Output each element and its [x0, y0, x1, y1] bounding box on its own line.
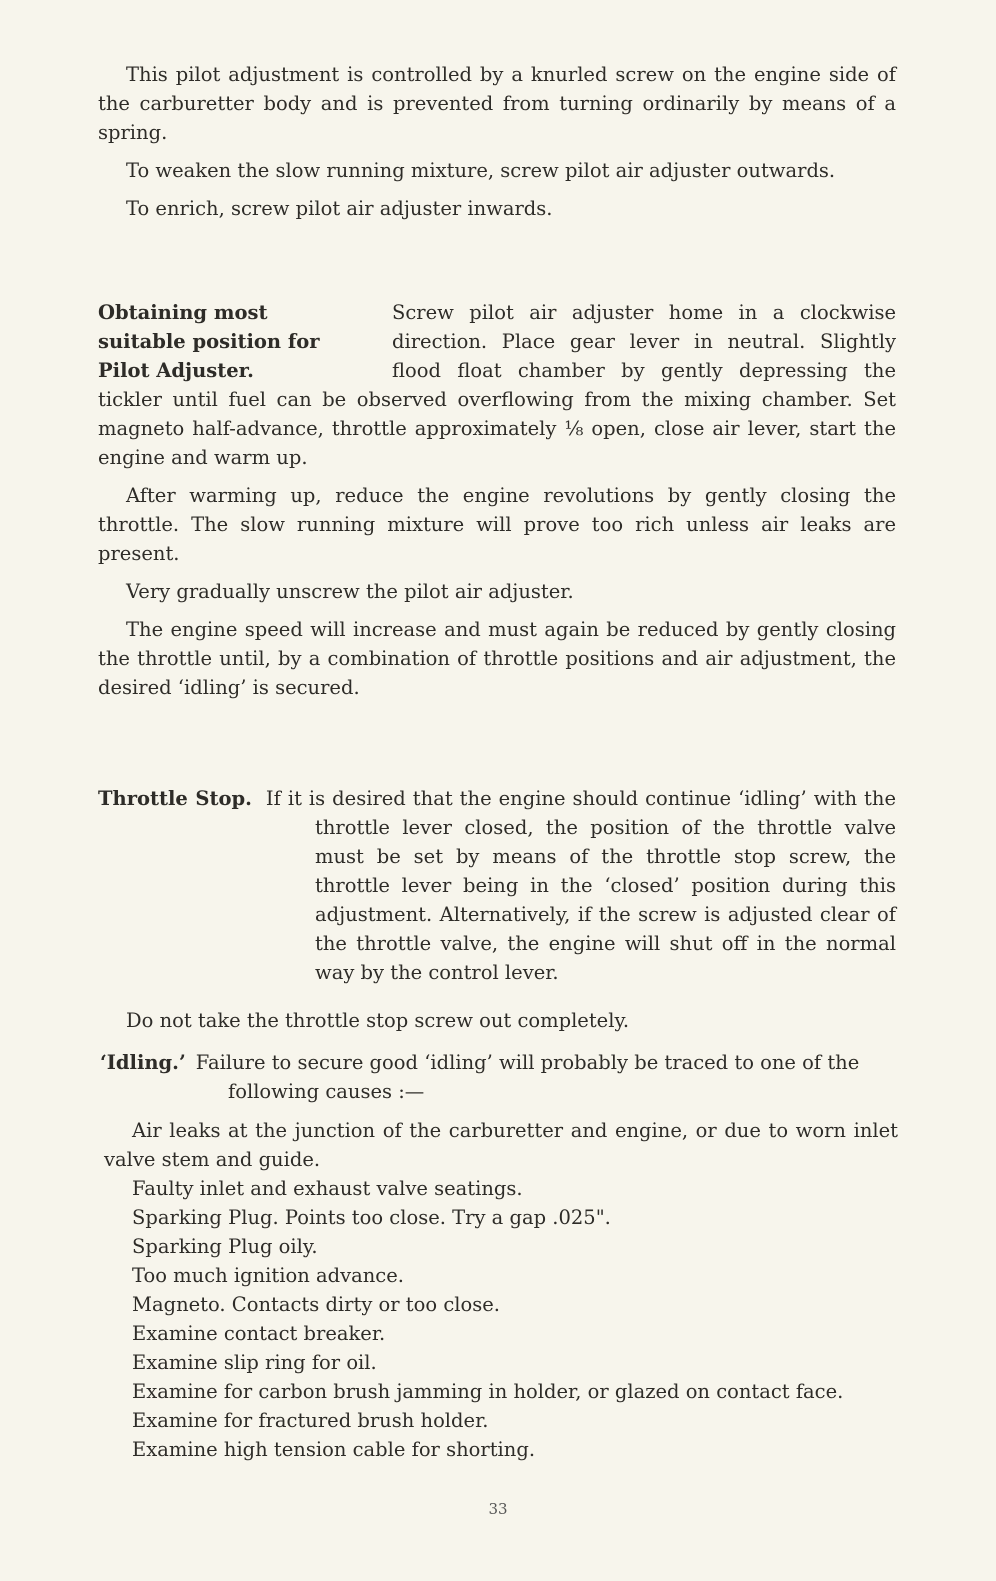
intro-paragraph: To enrich, screw pilot air adjuster inwards.	[126, 197, 553, 220]
list-item: Air leaks at the junction of the carburetter and engine, or due to worn inlet valve stem and guide.	[104, 1119, 898, 1171]
intro-paragraph: To weaken the slow running mixture, screw pilot air adjuster outwards.	[126, 159, 836, 182]
section-text: If it is desired that the engine should continue ‘idling’ with the throttle lever closed, the position of the throttle valve must be set by means of the throttle stop screw, the throttle lever being in the ‘closed’ position during this adjustment. Alternatively, if the screw is adjusted clear of the throttle valve, the engine will shut off in the normal way by the control lever.	[265, 787, 896, 984]
intro-paragraph: This pilot adjustment is controlled by a knurled screw on the engine side of the carburetter body and is prevented from turning ordinarily by means of a spring.	[98, 63, 896, 144]
list-item: Examine for carbon brush jamming in holder, or glazed on contact face.	[132, 1380, 844, 1403]
intro-section	[98, 60, 896, 232]
obtaining-section	[98, 298, 896, 711]
page-number: 33	[488, 1500, 508, 1518]
note-paragraph: Do not take the throttle stop screw out completely.	[126, 1009, 630, 1032]
list-item: Faulty inlet and exhaust valve seatings.	[132, 1177, 523, 1200]
list-item: Examine slip ring for oil.	[132, 1351, 377, 1374]
list-item: Too much ignition advance.	[132, 1264, 404, 1287]
section-heading: Obtaining most suitable position for Pilot Adjuster.	[98, 301, 320, 382]
section-heading: ‘Idling.’	[100, 1051, 186, 1074]
section-heading: Throttle Stop.	[98, 787, 252, 810]
body-paragraph: Very gradually unscrew the pilot air adjuster.	[126, 580, 574, 603]
body-paragraph: Screw pilot air adjuster home in a clockwise direction. Place gear lever in neutral. Slightly flood float chamber by gently depressing the tickler until fuel can be observed overflowing from the mixing chamber. Set magneto half-advance, throttle approximately ⅛ open, close air lever, start the engine and warm up.	[98, 301, 896, 469]
list-item: Examine contact breaker.	[132, 1322, 386, 1345]
body-paragraph: The engine speed will increase and must again be reduced by gently closing the throttle until, by a combination of throttle positions and air adjustment, the desired ‘idling’ is secured.	[98, 618, 896, 699]
list-item: Sparking Plug. Points too close. Try a gap .025".	[132, 1206, 611, 1229]
idling-section	[100, 1048, 898, 1106]
body-paragraph	[100, 1048, 898, 1106]
causes-list	[104, 1116, 898, 1464]
list-item: Examine for fractured brush holder.	[132, 1409, 489, 1432]
list-item: Examine high tension cable for shorting.	[132, 1438, 536, 1461]
list-item: Sparking Plug oily.	[132, 1235, 318, 1258]
throttle-stop-section	[98, 784, 896, 987]
list-item: Magneto. Contacts dirty or too close.	[132, 1293, 500, 1316]
body-paragraph: After warming up, reduce the engine revolutions by gently closing the throttle. The slow running mixture will prove too rich unless air leaks are present.	[98, 484, 896, 565]
body-paragraph	[98, 784, 896, 987]
section-text: Failure to secure good ‘idling’ will probably be traced to one of the following causes :—	[195, 1051, 860, 1103]
